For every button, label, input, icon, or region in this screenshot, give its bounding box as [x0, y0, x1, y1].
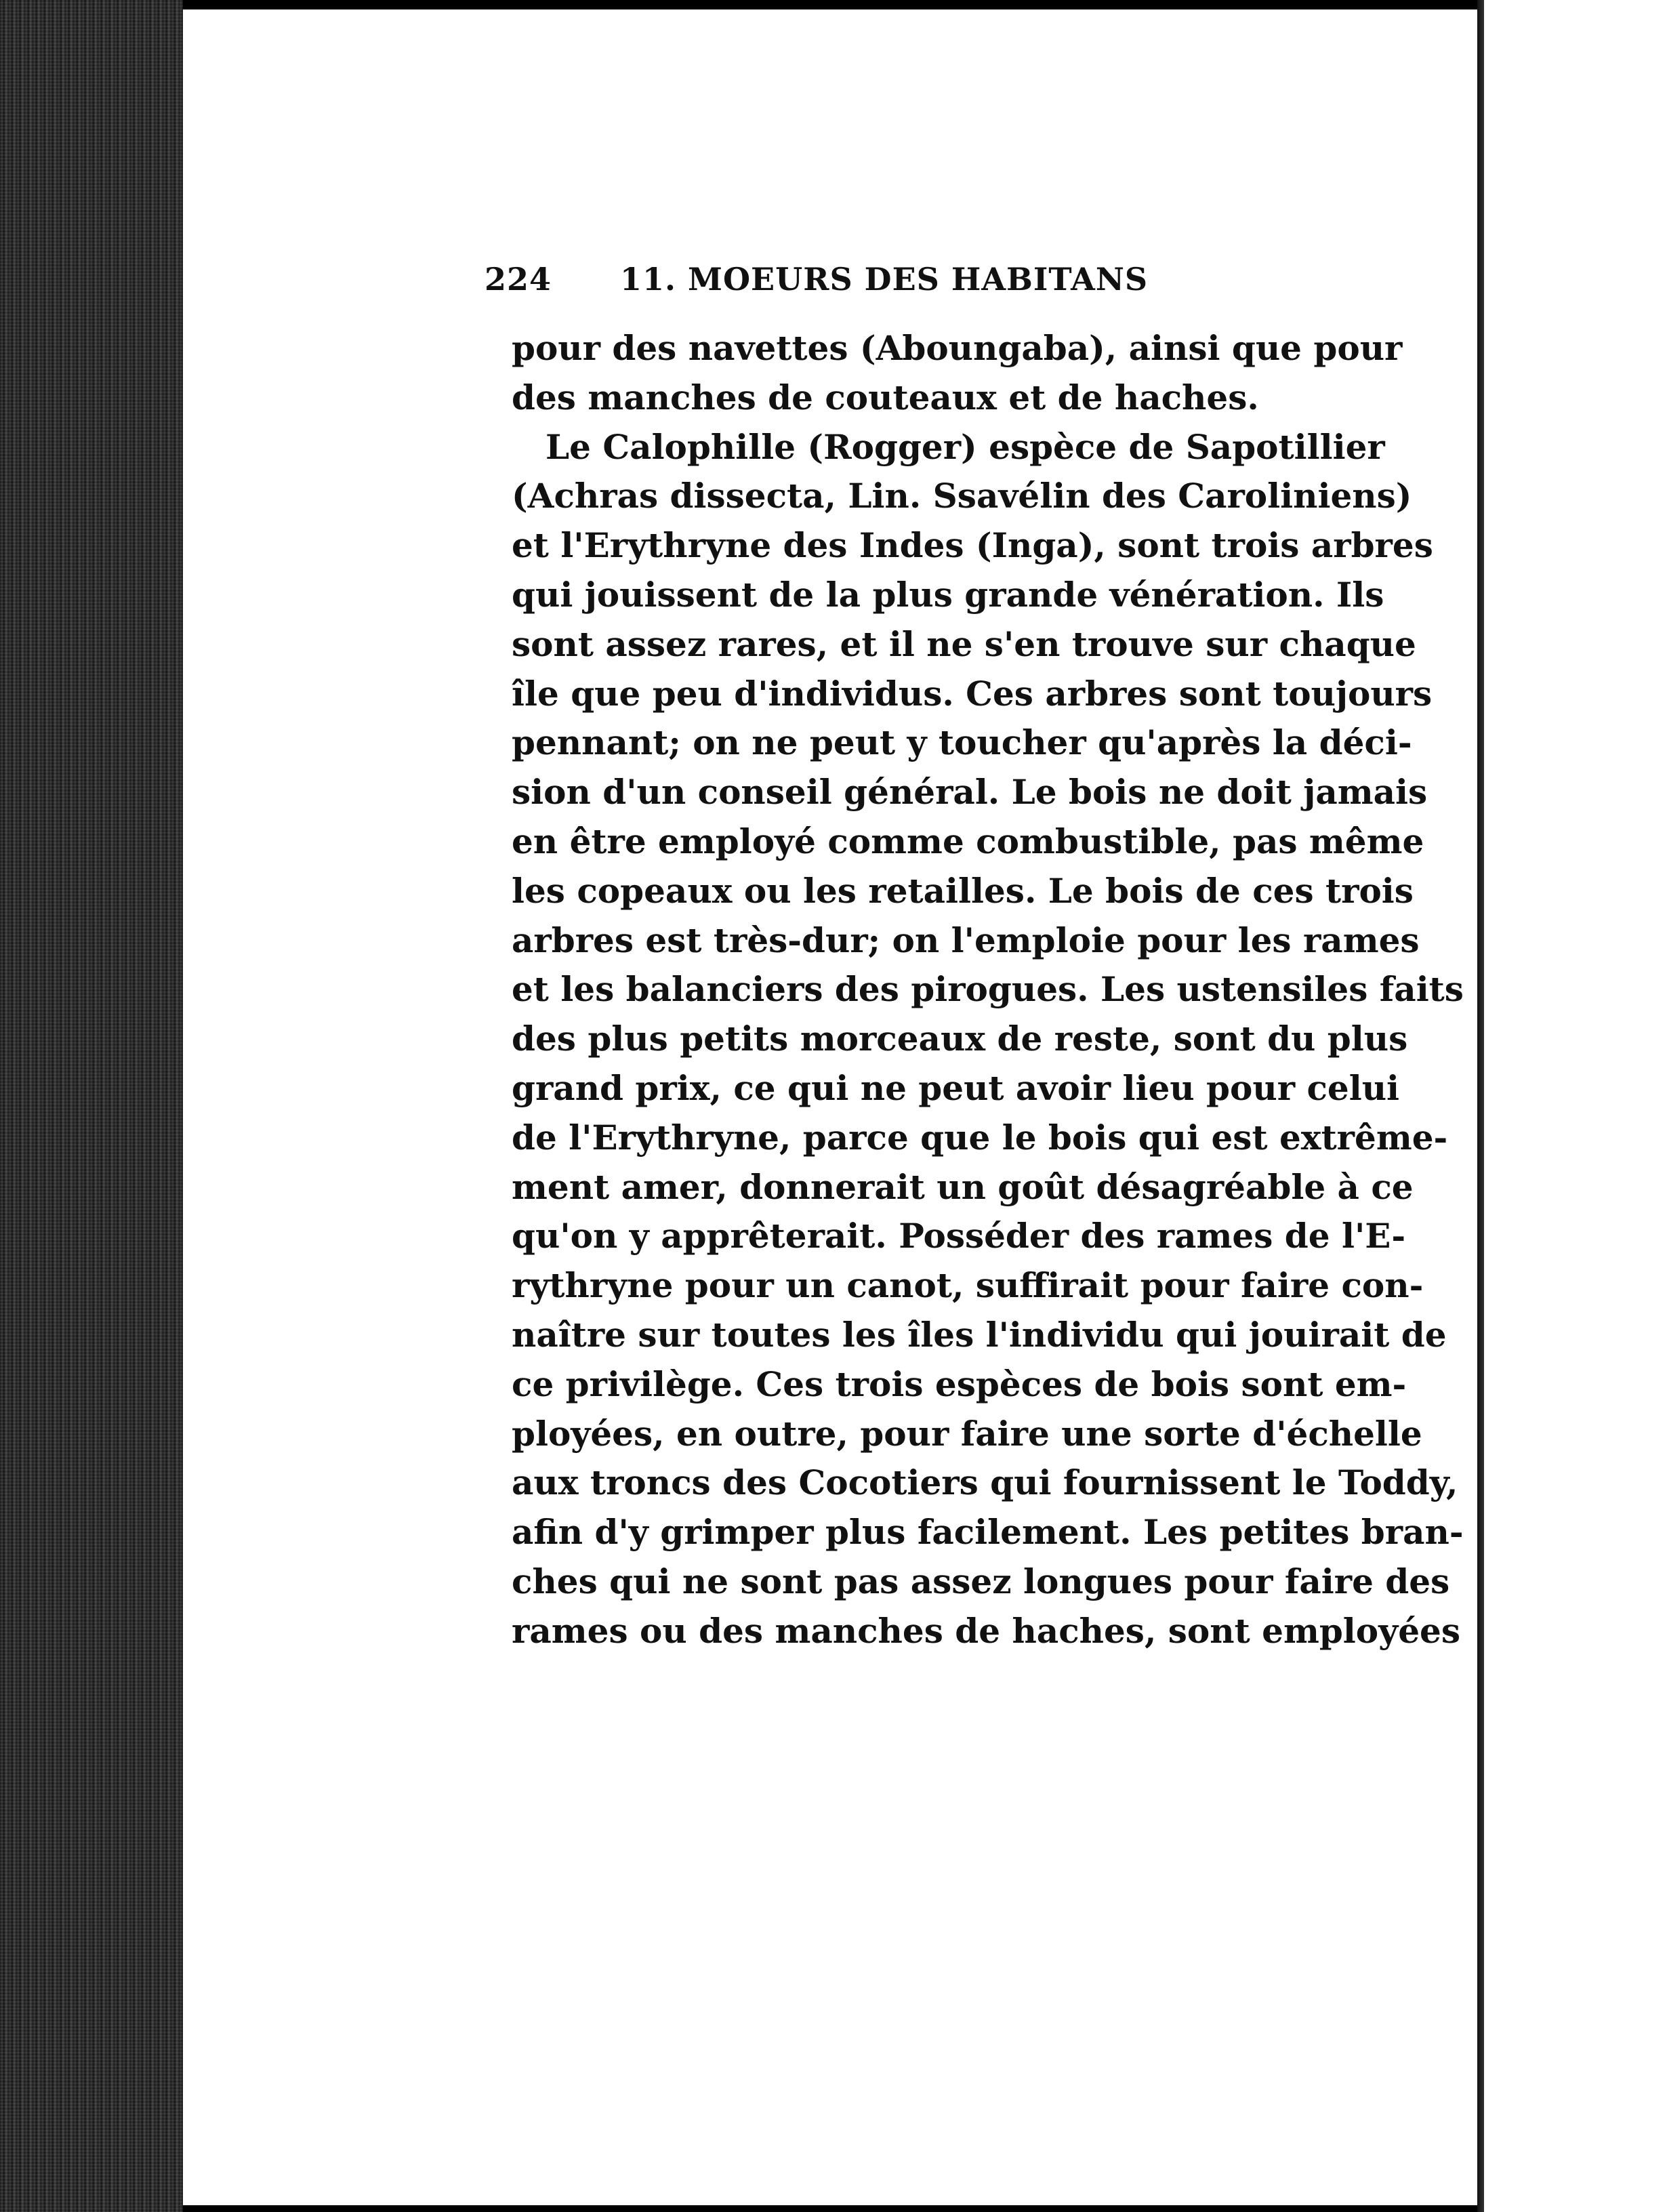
text-line: ment amer, donnerait un goût désagréable à ce [512, 1166, 1414, 1207]
text-line: arbres est très-dur; on l'emploie pour les rames [512, 920, 1420, 960]
text-line: sion d'un conseil général. Le bois ne doit jamais [512, 772, 1428, 813]
text-line: île que peu d'individus. Ces arbres sont toujours [512, 673, 1433, 714]
running-header [485, 261, 1176, 308]
text-line: en être employé comme combustible, pas même [512, 821, 1424, 861]
text-line: ches qui ne sont pas assez longues pour faire des [512, 1561, 1450, 1601]
running-title: 11. MOEURS DES HABITANS [620, 261, 1149, 298]
text-line: ployées, en outre, pour faire une sorte d'échelle [512, 1413, 1422, 1454]
text-line: et l'Erythryne des Indes (Inga), sont trois arbres [512, 525, 1433, 566]
text-line: naître sur toutes les îles l'individu qui jouirait de [512, 1314, 1447, 1355]
text-line: rythryne pour un canot, suffirait pour faire con- [512, 1265, 1424, 1306]
body-text [512, 324, 1464, 1656]
text-line: de l'Erythryne, parce que le bois qui est extrême- [512, 1117, 1448, 1158]
text-line: des plus petits morceaux de reste, sont du plus [512, 1019, 1408, 1059]
text-line: des manches de couteaux et de haches. [512, 377, 1259, 417]
book-edge [0, 0, 183, 2212]
text-line: afin d'y grimper plus facilement. Les petites bran- [512, 1512, 1464, 1553]
text-line: pennant; on ne peut y toucher qu'après la déci- [512, 722, 1412, 763]
next-page-edge [1484, 0, 1667, 2212]
text-line: et les balanciers des pirogues. Les ustensiles faits [512, 969, 1464, 1010]
text-line: pour des navettes (Aboungaba), ainsi que pour [512, 328, 1403, 368]
text-line: les copeaux ou les retailles. Le bois de ces trois [512, 870, 1414, 911]
text-line: aux troncs des Cocotiers qui fournissent le Toddy, [512, 1462, 1458, 1503]
text-line: grand prix, ce qui ne peut avoir lieu pour celui [512, 1067, 1400, 1108]
page-number: 224 [485, 261, 552, 298]
text-line: Le Calophille (Rogger) espèce de Sapotillier [546, 426, 1385, 467]
text-line: qui jouissent de la plus grande vénération. Ils [512, 574, 1384, 615]
text-line: ce privilège. Ces trois espèces de bois sont em- [512, 1364, 1407, 1404]
text-line: qu'on y apprêterait. Posséder des rames de l'E- [512, 1216, 1406, 1256]
text-line: sont assez rares, et il ne s'en trouve sur chaque [512, 623, 1416, 664]
text-line: (Achras dissecta, Lin. Ssavélin des Caroliniens) [512, 476, 1412, 516]
text-line: rames ou des manches de haches, sont employées [512, 1610, 1460, 1651]
